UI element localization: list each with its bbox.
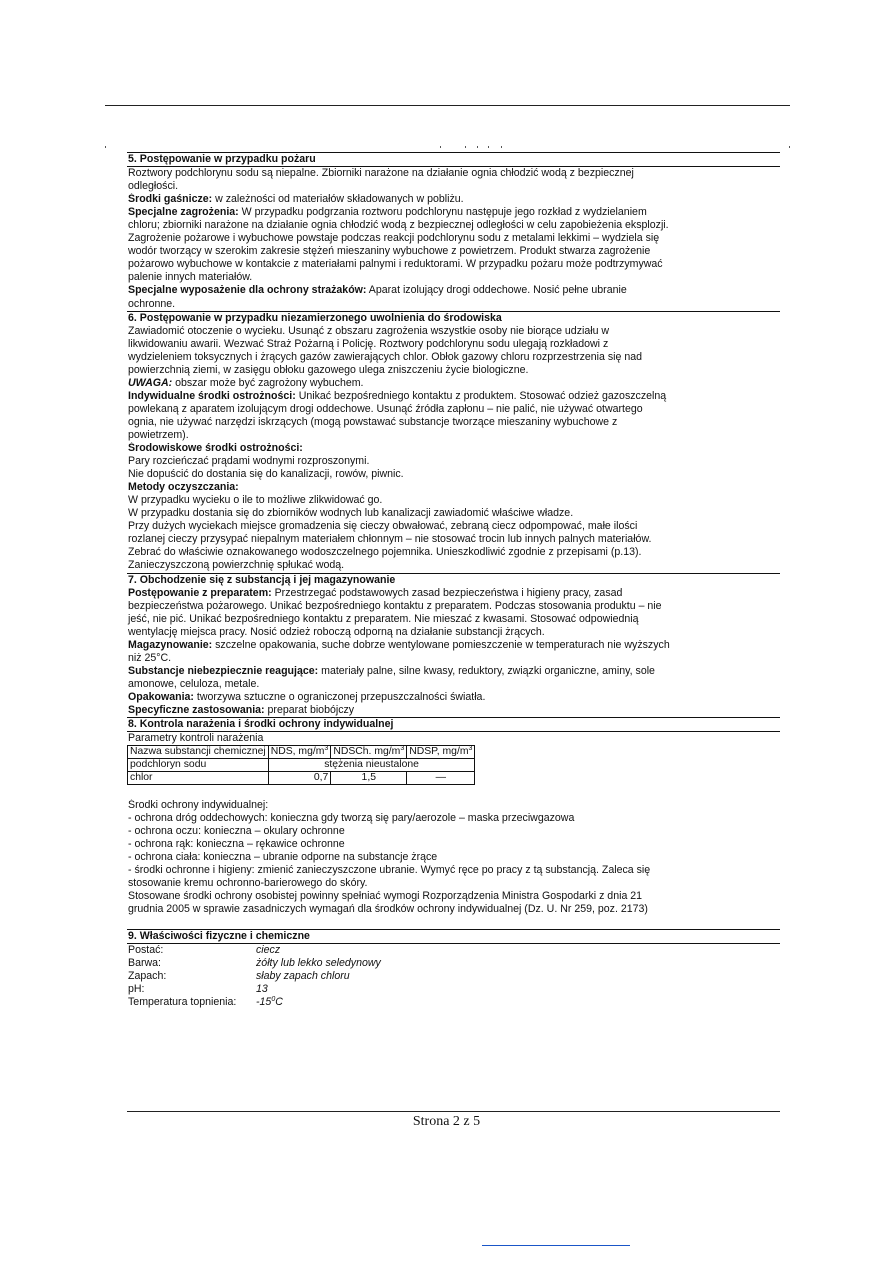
subheading: Metody oczyszczania: (128, 481, 239, 494)
text-line: powierzchnią ziemi, w zasięgu obłoku gazowego ulega zniszczeniu życie biologiczne. (128, 363, 529, 376)
exposure-limits-table (127, 745, 475, 785)
params-title: Parametry kontroli narażenia (128, 732, 264, 745)
exposure-params (127, 731, 780, 785)
link-underline[interactable] (482, 1245, 630, 1246)
label: Postępowanie z preparatem: (128, 586, 272, 599)
text: preparat biobójczy (264, 703, 355, 716)
header-rule (105, 105, 790, 106)
table-row (128, 759, 475, 772)
header-ndsp (407, 746, 475, 759)
text: Aparat izolujący drogi oddechowe. Nosić pełne ubranie (366, 284, 627, 297)
property-key: Temperatura topnienia: (128, 995, 237, 1008)
property-value: 13 (256, 982, 268, 995)
text-line: Zawiadomić otoczenie o wycieku. Usunąć z obszaru zagrożenia wszystkie osoby nie biorące udziału w (128, 324, 610, 337)
property-key: pH: (128, 982, 145, 995)
text-line: Roztwory podchlorynu sodu są niepalne. Zbiorniki narażone na działanie ognia chłodzić wodą z bezpiecznej (128, 167, 634, 180)
list-item: - ochrona rąk: konieczna – rękawice ochronne (128, 838, 345, 851)
property-key: Barwa: (128, 956, 161, 969)
text: tworzywa sztuczne o ograniczonej przepuszczalności światła. (193, 690, 486, 703)
section-title: 6. Postępowanie w przypadku niezamierzonego uwolnienia do środowiska (128, 311, 502, 324)
cell-nds: 0,7 (268, 772, 331, 785)
list-item: - ochrona ciała: konieczna – ubranie odporne na substancje żrące (128, 851, 438, 864)
text-line: ognia, nie używać narzędzi iskrzących (mogą powstawać substancje tworzące mieszaniny wybuchowe z (128, 415, 618, 428)
label: Środki gaśnicze: (128, 193, 213, 206)
text: w zależności od materiałów składowanych w pobliżu. (212, 193, 464, 206)
properties-list (127, 944, 780, 1009)
text-line: odległości. (128, 180, 179, 193)
text-line (127, 377, 780, 390)
section-5 (127, 152, 780, 311)
section-body (127, 166, 780, 311)
text-line (127, 587, 780, 600)
text: szczelne opakowania, suche dobrze wentylowane pomieszczenie w temperaturach nie wyższych (212, 638, 670, 651)
footer-rule (127, 1111, 780, 1112)
property-value: słaby zapach chloru (256, 969, 350, 982)
text-line: pożarowo wybuchowe w kontakcie z materiałami palnymi i reduktorami. W przypadku pożaru może podtrzymywać (128, 258, 663, 271)
label: Specjalne zagrożenia: (128, 206, 239, 219)
superscript: 3 (468, 745, 473, 753)
text-line (127, 639, 780, 652)
list-item: - środki ochronne i higieny: zmienić zanieczyszczone ubranie. Wymyć ręce po pracy z tą substancją. Zaleca się (128, 864, 651, 877)
text-line: Przy dużych wyciekach miejsce gromadzenia się cieczy obwałować, zebraną ciecz odpompować, małe ilości (128, 520, 638, 533)
temp-value: -15 (256, 995, 272, 1008)
text-line: rozlanej cieczy przysypać niepalnym materiałem chłonnym – nie stosować trocin lub innych palnych materiałów. (128, 533, 652, 546)
property-value: ciecz (256, 943, 281, 956)
text-line: niż 25°C. (128, 651, 172, 664)
label: Specjalne wyposażenie dla ochrony strażaków: (128, 284, 367, 297)
subheading: Środowiskowe środki ostrożności: (128, 442, 303, 455)
text-line (127, 390, 780, 403)
text-line: bezpieczeństwa pożarowego. Unikać bezpośredniego kontaktu z preparatem. Podczas stosowania produktu – nie (128, 599, 662, 612)
text-line: amonowe, celuloza, metale. (128, 677, 260, 690)
text-line: Stosowane środki ochrony osobistej powinny spełniać wymogi Rozporządzenia Ministra Gospodarki z dnia 21 (128, 890, 643, 903)
text: materiały palne, silne kwasy, reduktory, związki organiczne, aminy, sole (318, 664, 655, 677)
table-header-row (128, 746, 475, 759)
text-line: W przypadku dostania się do zbiorników wodnych lub kanalizacji zawiadomić właściwe władze. (128, 507, 574, 520)
warning-label: UWAGA: (128, 376, 173, 389)
section-9 (127, 929, 780, 944)
table-row (128, 772, 475, 785)
text: Unikać bezpośredniego kontaktu z produktem. Stosować odzież gazoszczelną (295, 389, 667, 402)
label: Magazynowanie: (128, 638, 213, 651)
text-line: wodór tworzący w szerokim zakresie stężeń mieszaniny wybuchowe z powietrzem. Produkt stwarza zagrożenie (128, 245, 651, 258)
label: Specyficzne zastosowania: (128, 703, 265, 716)
header-ndsch (331, 746, 407, 759)
text: obszar może być zagrożony wybuchem. (172, 376, 364, 389)
header-text: NDS, mg/m (270, 746, 325, 758)
safety-data-sheet (127, 152, 780, 1009)
text-line: W przypadku wycieku o ile to możliwe zlikwidować go. (128, 494, 383, 507)
header-nds (268, 746, 331, 759)
text-line: Zanieczyszczoną powierzchnię spłukać wodą. (128, 559, 345, 572)
text-line: Nie dopuścić do dostania się do kanalizacji, rowów, piwnic. (128, 468, 404, 481)
cell-ndsch: 1,5 (331, 772, 407, 785)
superscript: 3 (324, 745, 329, 753)
text-line: grudnia 2005 w sprawie zasadniczych wymagań dla środków ochrony indywidualnej (Dz. U. Nr 259, poz. 2173) (128, 903, 648, 916)
text-line: stosowanie kremu ochronno-barierowego do skóry. (128, 877, 368, 890)
section-title: 7. Obchodzenie się z substancją i jej magazynowanie (128, 573, 396, 586)
list-item: - ochrona dróg oddechowych: konieczna gdy tworzą się pary/aerozole – maska przeciwgazowa (128, 812, 575, 825)
text-line: chloru; zbiorniki narażone na działanie ognia chłodzić wodą z bezpiecznej odległości w celu zapobieżenia eksplozji. (128, 219, 669, 232)
text-line (127, 206, 780, 219)
property-value (255, 996, 780, 1009)
section-title: 8. Kontrola narażenia i środki ochrony indywidualnej (128, 718, 394, 731)
header-text: NDSP, mg/m (409, 746, 469, 758)
page-number: Strona 2 z 5 (412, 1114, 481, 1129)
text-line (127, 665, 780, 678)
text-line: palenie innych materiałów. (128, 271, 253, 284)
text-line (127, 284, 780, 297)
text: Przestrzegać podstawowych zasad bezpieczeństwa i higieny pracy, zasad (271, 586, 623, 599)
property-key: Postać: (128, 943, 164, 956)
text-line: Zebrać do właściwie oznakowanego wodoszczelnego pojemnika. Unieszkodliwić zgodnie z przepisami (p.13). (128, 546, 642, 559)
property-key: Zapach: (128, 969, 167, 982)
text-line: powietrzem). (128, 428, 189, 441)
text-line: powlekaną z aparatem izolującym drogi oddechowe. Usunąć źródła zapłonu – nie palić, nie używać otwartego (128, 402, 643, 415)
text-line (127, 704, 780, 717)
text: W przypadku podgrzania roztworu podchlorynu następuje jego rozkład z wydzielaniem (238, 206, 647, 219)
cell-name: podchloryn sodu (128, 759, 269, 772)
text-line (127, 691, 780, 704)
cell-note: stężenia nieustalone (268, 759, 475, 772)
cell-name: chlor (128, 772, 269, 785)
label: Substancje niebezpiecznie reagujące: (128, 664, 319, 677)
property-value: żółty lub lekko seledynowy (256, 956, 381, 969)
temp-unit: C (275, 995, 283, 1008)
list-item: - ochrona oczu: konieczna – okulary ochronne (128, 825, 345, 838)
label: Opakowania: (128, 690, 194, 703)
header-tick-marks (105, 146, 790, 148)
text-line: likwidowaniu awarii. Wezwać Straż Pożarną i Policję. Roztwory podchlorynu sodu ulegają rozkładowi z (128, 337, 609, 350)
text-line: jeść, nie pić. Unikać bezpośredniego kontaktu z preparatem. Nie mieszać z kwasami. Stosować odpowiednią (128, 612, 639, 625)
text-line (127, 193, 780, 206)
label: Indywidualne środki ostrożności: (128, 389, 296, 402)
section-title: 9. Właściwości fizyczne i chemiczne (128, 929, 310, 942)
header-name: Nazwa substancji chemicznej (128, 746, 269, 759)
text-line: ochronne. (128, 297, 176, 310)
section-title: 5. Postępowanie w przypadku pożaru (128, 153, 316, 165)
section-8 (127, 717, 780, 929)
text-line: Środki ochrony indywidualnej: (128, 799, 269, 812)
superscript: 3 (400, 745, 405, 753)
text-line: wentylację miejsca pracy. Nosić odzież roboczą odporną na działanie substancji żrących. (128, 625, 545, 638)
section-6 (127, 311, 780, 573)
text-line: Zagrożenie pożarowe i wybuchowe powstaje podczas reakcji podchlorynu sodu z metalami lekkimi – wydziela się (128, 232, 660, 245)
degree-mark: 0 (271, 995, 276, 1003)
text-line: wydzieleniem toksycznych i żrących gazów zawierających chlor. Obłok gazowy chloru rozprzestrzenia się nad (128, 350, 643, 363)
header-text: NDSCh. mg/m (333, 746, 401, 758)
cell-ndsp: — (407, 772, 475, 785)
text-line: Pary rozcieńczać prądami wodnymi rozproszonymi. (128, 455, 370, 468)
section-7 (127, 573, 780, 718)
